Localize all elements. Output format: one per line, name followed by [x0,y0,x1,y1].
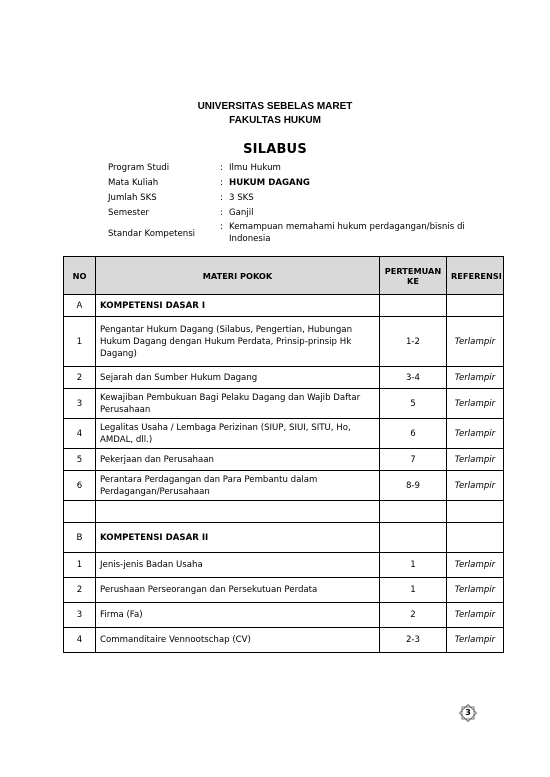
info-separator: : [220,208,223,218]
cell-referensi [447,501,504,523]
cell-referensi: Terlampir [447,471,504,501]
col-header-no: NO [64,257,96,295]
table-row [64,419,504,449]
cell-no: 1 [64,317,96,367]
table-row [64,603,504,628]
cell-materi: Perantara Perdagangan dan Para Pembantu dalam Perdagangan/Perusahaan [96,471,380,501]
cell-referensi: Terlampir [447,449,504,471]
info-value: HUKUM DAGANG [229,178,310,188]
table-row [64,501,504,523]
cell-pertemuan: 1-2 [380,317,447,367]
syllabus-table [63,256,504,653]
info-value: Ganjil [229,208,254,218]
cell-materi: Perushaan Perseorangan dan Persekutuan Perdata [96,578,380,603]
cell-pertemuan [380,501,447,523]
col-header-materi: MATERI POKOK [96,257,380,295]
cell-materi: Jenis-jenis Badan Usaha [96,553,380,578]
cell-pertemuan: 1 [380,553,447,578]
cell-referensi: Terlampir [447,578,504,603]
col-header-referensi: REFERENSI [447,257,504,295]
cell-pertemuan: 1 [380,578,447,603]
cell-referensi: Terlampir [447,628,504,653]
cell-no [64,501,96,523]
cell-no: 5 [64,449,96,471]
table-row [64,578,504,603]
cell-no: 4 [64,628,96,653]
info-value: Ilmu Hukum [229,163,281,173]
cell-materi: Kewajiban Pembukuan Bagi Pelaku Dagang dan Wajib Daftar Perusahaan [96,389,380,419]
cell-referensi: Terlampir [447,389,504,419]
university-name: UNIVERSITAS SEBELAS MARET [197,101,353,112]
cell-materi: Pengantar Hukum Dagang (Silabus, Pengertian, Hubungan Hukum Dagang dengan Hukum Perdata, Prinsip-prinsip Hk Dagang) [96,317,380,367]
page-number-badge [459,704,477,722]
table-row [64,553,504,578]
cell-referensi [447,295,504,317]
table-row [64,628,504,653]
cell-materi: KOMPETENSI DASAR II [96,523,380,553]
info-value: 3 SKS [229,193,254,203]
table-row [64,471,504,501]
cell-materi: Sejarah dan Sumber Hukum Dagang [96,367,380,389]
cell-materi: KOMPETENSI DASAR I [96,295,380,317]
table-row [64,389,504,419]
page-title: SILABUS [243,142,307,157]
cell-pertemuan [380,295,447,317]
cell-pertemuan: 6 [380,419,447,449]
section-row [64,295,504,317]
info-label: Mata Kuliah [108,178,159,188]
col-header-pertemuan: PERTEMUAN KE [380,257,447,295]
cell-pertemuan: 3-4 [380,367,447,389]
cell-materi: Commanditaire Vennootschap (CV) [96,628,380,653]
cell-pertemuan: 7 [380,449,447,471]
cell-pertemuan [380,523,447,553]
cell-no: 3 [64,389,96,419]
cell-no: 4 [64,419,96,449]
info-label: Program Studi [108,163,170,173]
table-body [64,295,504,653]
cell-pertemuan: 2 [380,603,447,628]
cell-no: 3 [64,603,96,628]
table-row [64,367,504,389]
cell-no: 2 [64,578,96,603]
cell-pertemuan: 5 [380,389,447,419]
cell-no: 6 [64,471,96,501]
cell-referensi [447,523,504,553]
section-row [64,523,504,553]
info-label: Jumlah SKS [108,193,157,203]
cell-no: 2 [64,367,96,389]
cell-materi: Firma (Fa) [96,603,380,628]
cell-no: A [64,295,96,317]
info-separator: : [220,193,223,203]
table-row [64,317,504,367]
cell-no: B [64,523,96,553]
cell-pertemuan: 8-9 [380,471,447,501]
cell-referensi: Terlampir [447,317,504,367]
cell-no: 1 [64,553,96,578]
table-row [64,449,504,471]
info-separator: : [220,222,223,232]
cell-referensi: Terlampir [447,603,504,628]
cell-materi: Legalitas Usaha / Lembaga Perizinan (SIUP, SIUI, SITU, Ho, AMDAL, dll.) [96,419,380,449]
info-value: Kemampuan memahami hukum perdagangan/bisnis di Indonesia [229,222,465,244]
page-number: 3 [465,708,471,717]
info-label: Semester [108,208,150,218]
info-separator: : [220,178,223,188]
info-separator: : [220,163,223,173]
table-header-row [64,257,504,295]
cell-referensi: Terlampir [447,553,504,578]
cell-materi: Pekerjaan dan Perusahaan [96,449,380,471]
cell-materi [96,501,380,523]
cell-referensi: Terlampir [447,419,504,449]
info-label: Standar Kompetensi [108,229,196,239]
cell-referensi: Terlampir [447,367,504,389]
cell-pertemuan: 2-3 [380,628,447,653]
faculty-name: FAKULTAS HUKUM [229,115,321,126]
